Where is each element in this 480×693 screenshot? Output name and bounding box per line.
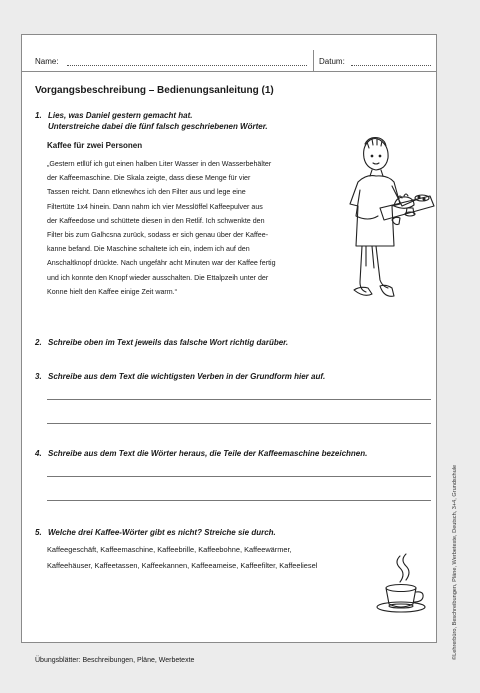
footer-text: Übungsblätter: Beschreibungen, Pläne, Werbetexte [35,657,195,664]
task-4-number: 4. [35,449,42,458]
story-line: der Kaffeedose und schüttete diesen in den Retlif. Ich schwenkte den [47,216,265,225]
answer-line[interactable] [47,500,431,501]
task-2-number: 2. [35,338,42,347]
story-line: und ich konnte den Knopf wieder ausschalten. Die Ettalpzeih unter der [47,273,269,282]
task-1 [35,110,268,132]
story-text [47,157,337,299]
task-3 [35,371,325,382]
task-2 [35,337,288,348]
waiter-illustration [336,130,436,310]
name-date-header [21,50,437,72]
task-2-text: Schreibe oben im Text jeweils das falsche Wort richtig darüber. [48,338,289,347]
name-field[interactable] [67,65,307,66]
answer-line[interactable] [47,399,431,400]
coffee-cup-illustration [372,552,432,616]
task-5 [35,527,276,538]
copyright-note: ©Lehrerbüro, Beschreibungen, Pläne, Werbetexte, Deutsch, 3+4, Grundschule [452,464,458,660]
story-heading: Kaffee für zwei Personen [47,141,143,150]
coffee-words-line-2: Kaffeehäuser, Kaffeetassen, Kaffeekannen, Kaffeeameise, Kaffeefilter, Kaffeeliesel [47,561,318,570]
task-4-text: Schreibe aus dem Text die Wörter heraus, die Teile der Kaffeemaschine bezeichnen. [48,449,368,458]
story-line: Filter bis zum Galhcsna zurück, sodass er sich genau über der Kaffee- [47,231,269,240]
task-1-line-1: Lies, was Daniel gestern gemacht hat. [48,111,193,120]
task-1-line-2: Unterstreiche dabei die fünf falsch geschriebenen Wörter. [48,122,268,131]
story-line: kanne befand. Die Maschine schaltete ich ein, indem ich auf den [47,245,250,254]
story-line: Anschaltknopf drückte. Nach ungefähr acht Minuten war der Kaffee fertig [47,259,276,268]
story-line: Filtertüte 1x4 hinein. Dann nahm ich vier Messlöffel Kaffeepulver aus [47,202,263,211]
date-field[interactable] [351,65,431,66]
story-line: Konne hielt den Kaffee einige Zeit warm.“ [47,287,177,296]
task-3-number: 3. [35,372,42,381]
story-line: „Gestern etllüf ich gut einen halben Liter Wasser in den Wasserbehälter [47,160,272,168]
story-line: der Kaffeemaschine. Die Skala zeigte, dass diese Menge für vier [47,174,251,183]
header-divider [313,50,314,71]
task-4 [35,448,367,459]
coffee-words-line-1: Kaffeegeschäft, Kaffeemaschine, Kaffeebrille, Kaffeebohne, Kaffeewärmer, [47,545,292,554]
answer-line[interactable] [47,423,431,424]
task-5-text: Welche drei Kaffee-Wörter gibt es nicht? Streiche sie durch. [48,528,276,537]
task-5-number: 5. [35,528,42,537]
story-line: Tassen reicht. Dann etknewhcs ich den Filter aus und lege eine [47,188,246,197]
task-3-text: Schreibe aus dem Text die wichtigsten Verben in der Grundform hier auf. [48,372,326,381]
name-label: Name: [35,57,59,66]
date-label: Datum: [319,57,345,66]
page-title: Vorgangsbeschreibung – Bedienungsanleitung (1) [35,85,274,96]
task-1-number: 1. [35,111,42,120]
answer-line[interactable] [47,476,431,477]
